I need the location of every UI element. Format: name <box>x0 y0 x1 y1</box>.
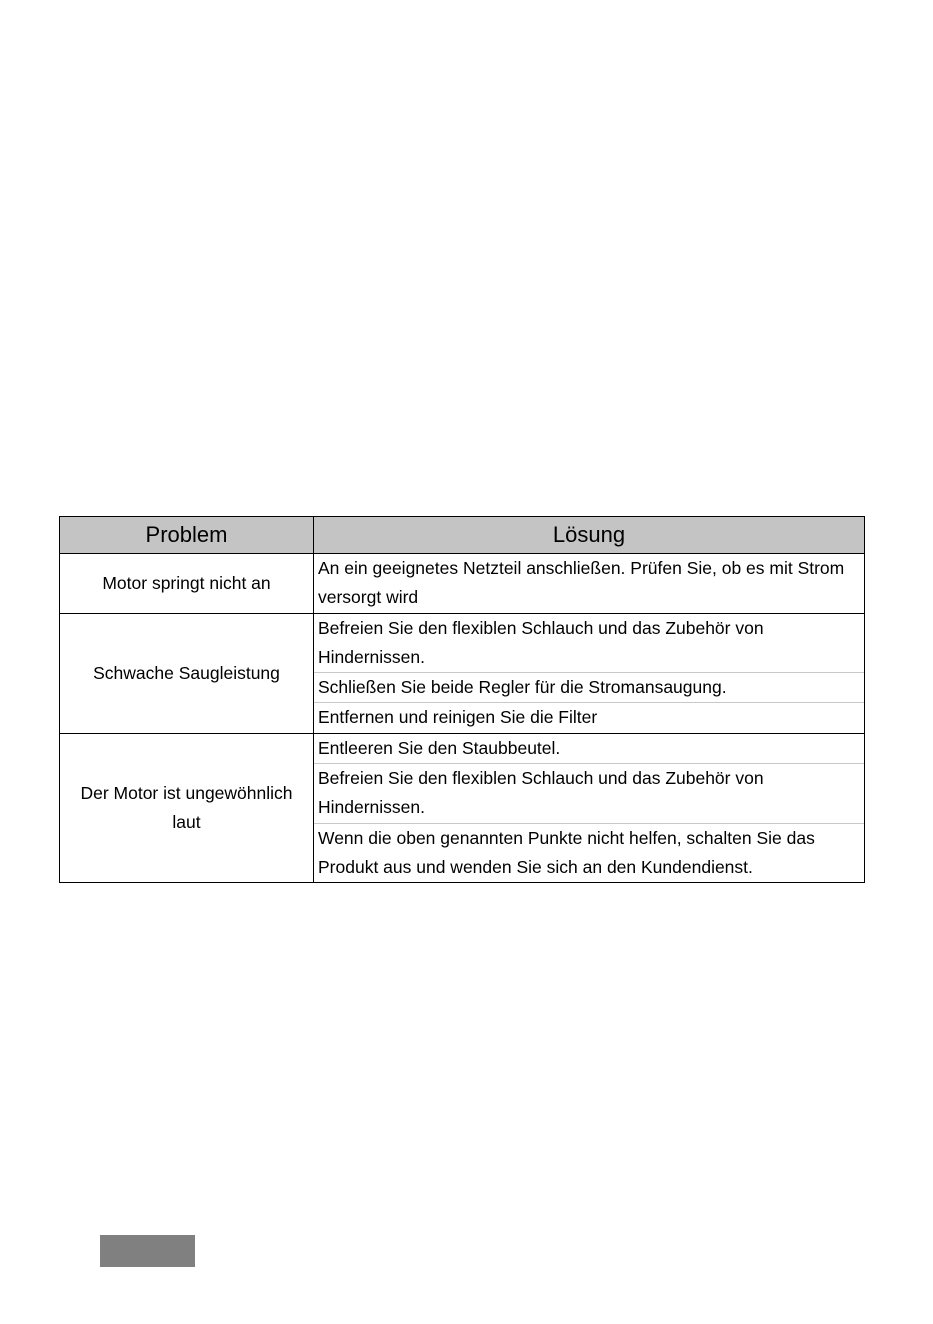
troubleshooting-table <box>59 516 865 883</box>
solution-cell: Schließen Sie beide Regler für die Stromansaugung. <box>314 673 865 703</box>
solution-cell: Entfernen und reinigen Sie die Filter <box>314 703 865 733</box>
solution-cell: Befreien Sie den flexiblen Schlauch und das Zubehör von Hindernissen. <box>314 613 865 673</box>
solution-cell: Befreien Sie den flexiblen Schlauch und das Zubehör von Hindernissen. <box>314 764 865 824</box>
table-header-row <box>60 517 865 554</box>
solution-cell: An ein geeignetes Netzteil anschließen. Prüfen Sie, ob es mit Strom versorgt wird <box>314 554 865 614</box>
solution-cell: Entleeren Sie den Staubbeutel. <box>314 733 865 763</box>
table-row <box>60 613 865 673</box>
problem-cell: Schwache Saugleistung <box>60 613 314 733</box>
solution-cell: Wenn die oben genannten Punkte nicht helfen, schalten Sie das Produkt aus und wenden Sie sich an den Kundendienst. <box>314 823 865 883</box>
problem-cell: Motor springt nicht an <box>60 554 314 614</box>
problem-cell: Der Motor ist ungewöhnlich laut <box>60 733 314 882</box>
table-row <box>60 554 865 614</box>
page-number-tab <box>100 1235 195 1267</box>
table-row <box>60 733 865 763</box>
header-problem: Problem <box>60 517 314 554</box>
header-solution: Lösung <box>314 517 865 554</box>
